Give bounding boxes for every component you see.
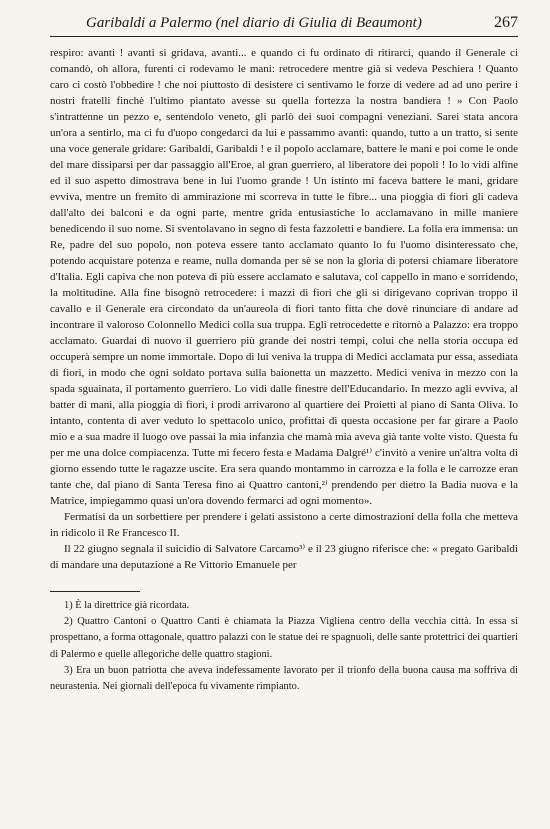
footnote-rule bbox=[50, 591, 140, 592]
page-header bbox=[50, 14, 518, 37]
paragraph-2: Fermatisi da un sorbettiere per prendere i gelati assistono a certe dimostrazioni della folla che metteva in ridicolo il Re Francesco II. bbox=[50, 511, 518, 539]
paragraph-1: respiro: avanti ! avanti si gridava, avanti... e quando ci fu ordinato di ritirarci, quando il Generale ci comandò, oh allora, furenti ci rodevamo le mani: retrocedere mentre già si vedeva Peschiera ! Quanto caro ci costò l'obbedire ! che noi piuttosto di desistere ci sentivamo le forze di vedere ad ad uno perire i nostri fratelli finchè l'ultimo piantato avesse su quella fortezza la nostra bandiera ! » Con Paolo s'intrattenne un pezzo e, sentendolo veneto, gli parlò dei suoi compagni veneziani. Sarei stata ancora un'ora a sentirlo, ma ci fu d'uopo congedarci da lui e passammo avanti: quando, tutto a un tratto, si sente una voce generale gridare: Garibaldi, Garibaldi ! e il popolo acclamare, battere le mani e poi come le onde del mare dissiparsi per dar passaggio all'Eroe, al gran guerriero, al liberatore dei popoli ! Io lo vidi alfine ed il suo aspetto dimostrava bene in lui l'uomo grande ! Un istinto mi faceva battere le mani, gridare evviva, mentre un fremito di ammirazione mi scorreva in tutte le fibre... una pioggia di fiori gli cadeva dall'alto dei balconi e da ogni parte, mentre grida entusiastiche lo acclamavano in mille maniere benedicendo il suo nome. Si sventolavano in segno di festa fazzoletti e bandiere. La folla era immensa: un Re, padre del suo popolo, non poteva essere tanto acclamato quanto lo fu l'uomo disinteressato che, potendo acquistare potenza e reame, nulla domanda per sè se non la gloria di potersi chiamare liberatore d'Italia. Egli capiva che non poteva di più essere acclamato e salutava, col cappello in mano e sorridendo, la moltitudine. Alla fine bisognò retrocedere: i mazzi di fiori che gli si dirigevano coprivan troppo il cavallo e il Generale era circondato da un'aureola di fiori tanto fitta che dovè rinunciare di andare ad incontrare il valoroso Colonnello Medici colla sua truppa. Egli retrocedette e ritornò a Palazzo: era troppo acclamato. Guardai di nuovo il guerriero più grande dei nostri tempi, colui che nella storia occupa ed occuperà sempre un nome immortale. Dopo di lui veniva la truppa di Medici acclamata pur essa, assediata di fiori, in modo che ogni soldato portava sulla baionetta un mazzetto. Medici veniva in mezzo con la spada sguainata, il portamento guerriero. Lo vidi dalle finestre dell'Educandario. In mezzo agli evviva, al batter di mani, alla pioggia di fiori, i prodi arrivarono al quartiere dei Proietti al piano di Santa Oliva. Io intanto, contenta di aver veduto lo spettacolo unico, profittai di questa occasione per far girare a Paolo mio e a sua madre il luogo ove passai la mia infanzia che mamà mia aveva già tante volte visto. Questa fu per me una dolce compiacenza. Tutte mi fecero festa e Madama Dalgré¹⁾ c'invitò a venire un'altra volta di giorno essendo tutte le ragazze uscite. Era sera quando montammo in carrozza e la folla e le carrozze eran tante che, dal piano di Santa Teresa fino ai Quattro cantoni,²⁾ prendendo per dietro la Badia nuova e la Matrice, impiegammo quasi un'ora dovendo fermarci ad ogni momento». bbox=[50, 47, 518, 507]
footnote-2: 2) Quattro Cantoni o Quattro Canti è chiamata la Piazza Vigliena centro della vecchia città. In essa si prospettano, a forma ottagonale, quattro palazzi con le statue dei re spagnuoli, delle sante protettrici dei quartieri di Palermo e quelle allegoriche delle quattro stagioni. bbox=[50, 616, 518, 660]
document-page bbox=[50, 14, 518, 695]
footnote-1: 1) È la direttrice già ricordata. bbox=[64, 600, 190, 611]
body-text bbox=[50, 45, 518, 573]
running-title: Garibaldi a Palermo (nel diario di Giulia di Beaumont) bbox=[86, 15, 422, 31]
footnotes bbox=[50, 598, 518, 695]
page-number: 267 bbox=[494, 14, 518, 31]
paragraph-3: Il 22 giugno segnala il suicidio di Salvatore Carcamo³⁾ e il 23 giugno riferisce che: « pregato Garibaldi di mandare una deputazione a Re Vittorio Emanuele per bbox=[50, 543, 518, 571]
footnote-3: 3) Era un buon patriotta che aveva indefessamente lavorato per il trionfo della buona causa ma soffriva di neurastenia. Nei giornali dell'epoca fu vivamente rimpianto. bbox=[50, 664, 518, 693]
